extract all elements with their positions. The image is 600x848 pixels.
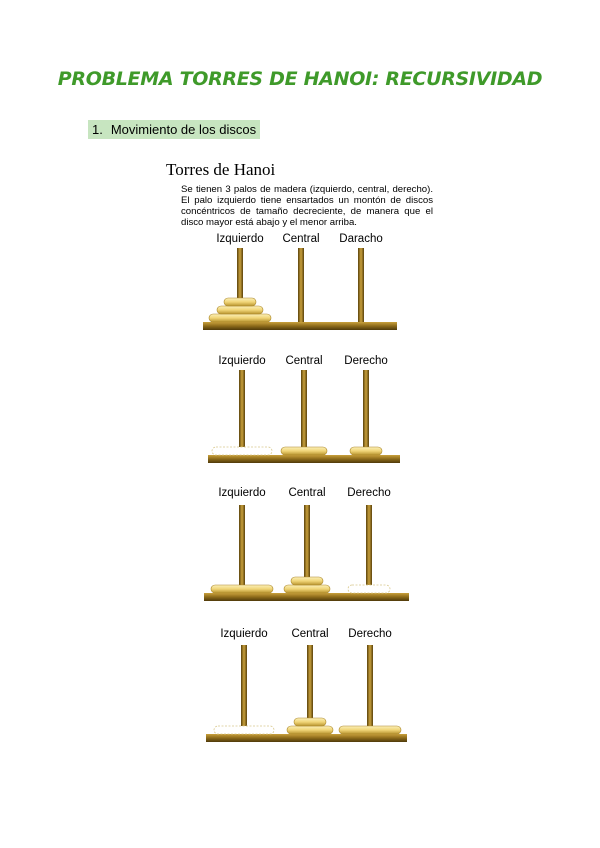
peg-label: Derecho <box>347 487 391 499</box>
base-board <box>206 734 407 742</box>
disc-medium <box>287 726 333 734</box>
base-board <box>208 455 400 463</box>
base-board <box>203 322 397 330</box>
hanoi-panel-1 <box>203 248 397 330</box>
disc-small <box>224 298 256 306</box>
hanoi-panel-3 <box>204 505 409 601</box>
section-label: Movimiento de los discos <box>110 122 257 137</box>
hanoi-panel-2 <box>208 370 400 463</box>
base-board <box>204 593 409 601</box>
disc-medium <box>284 585 330 593</box>
peg-label: Izquierdo <box>216 233 264 245</box>
disc-medium <box>281 447 327 455</box>
hanoi-panel-4 <box>206 645 407 742</box>
peg-1 <box>241 645 247 734</box>
page-title: PROBLEMA TORRES DE HANOI: RECURSIVIDAD <box>57 68 543 90</box>
disc-outline <box>348 585 390 593</box>
peg-2 <box>298 248 304 322</box>
peg-1 <box>239 505 245 593</box>
disc-large <box>209 314 271 322</box>
disc-small <box>291 577 323 585</box>
peg-label: Central <box>291 628 329 640</box>
peg-label: Central <box>288 487 326 499</box>
peg-3 <box>358 248 364 322</box>
peg-label: Central <box>285 355 323 367</box>
peg-label: Izquierdo <box>218 487 266 499</box>
disc-large <box>339 726 401 734</box>
peg-3 <box>363 370 369 455</box>
peg-3 <box>367 645 373 734</box>
disc-medium <box>217 306 263 314</box>
peg-label: Daracho <box>339 233 383 245</box>
peg-2 <box>301 370 307 455</box>
section-number: 1. <box>92 122 103 137</box>
peg-label: Izquierdo <box>218 355 266 367</box>
peg-label: Derecho <box>348 628 392 640</box>
figure-title: Torres de Hanoi <box>166 160 276 179</box>
disc-large <box>211 585 273 593</box>
disc-outline <box>212 447 272 455</box>
disc-small <box>294 718 326 726</box>
disc-small <box>350 447 382 455</box>
peg-label: Central <box>282 233 320 245</box>
peg-label: Derecho <box>344 355 388 367</box>
peg-3 <box>366 505 372 593</box>
peg-1 <box>239 370 245 455</box>
disc-outline <box>214 726 274 734</box>
peg-label: Izquierdo <box>220 628 268 640</box>
figure-description: Se tienen 3 palos de madera (izquierdo, central, derecho). El palo izquierdo tiene ensartados un montón de discos concéntricos de tamaño decreciente, de manera que el disco mayor está abajo y el menor arriba. <box>181 184 433 228</box>
